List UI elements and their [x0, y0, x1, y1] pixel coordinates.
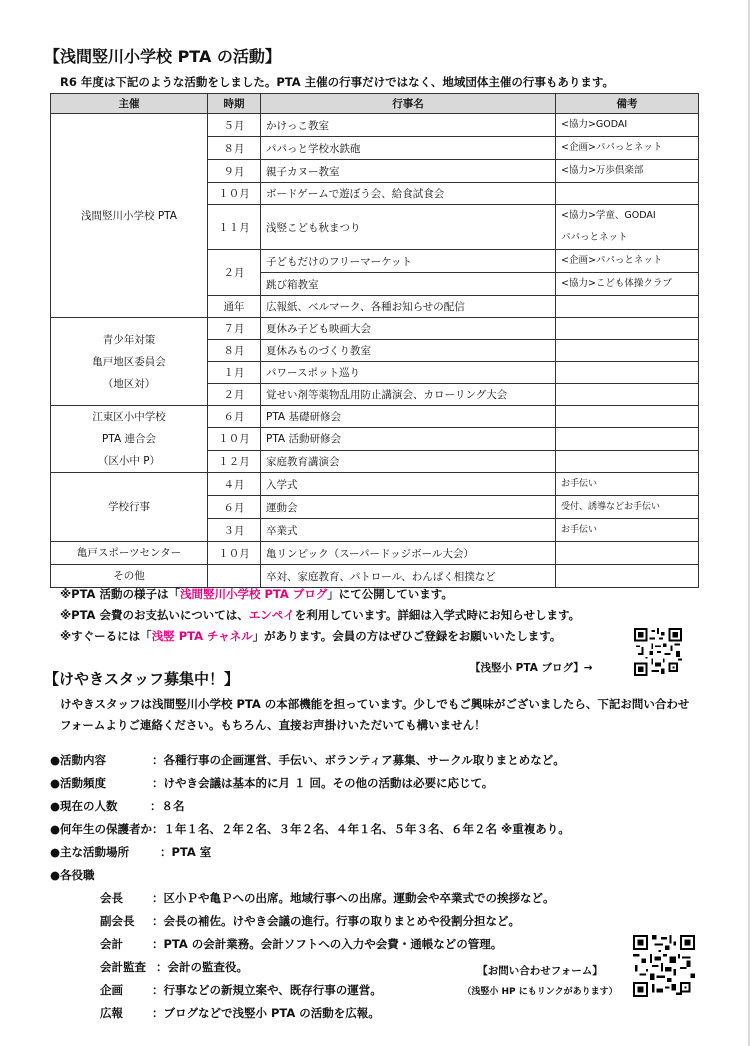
month-cell: ５月	[208, 114, 261, 137]
month-cell: ７月	[208, 318, 261, 340]
activities-intro: R6 年度は下記のような活動をしました。PTA 主催の行事だけではなく、地域団体主催の行事もあります。	[60, 75, 614, 89]
info-value: ：８名	[150, 799, 185, 813]
table-row	[51, 318, 699, 340]
note-channel	[60, 626, 580, 647]
note-payment	[60, 605, 580, 626]
role-name: 会計	[100, 937, 123, 951]
role-desc: ：会長の補佐。けやき会議の進行。行事の取りまとめや役割分担など。	[152, 914, 520, 928]
note-cell	[556, 318, 699, 340]
event-cell: 亀リンピック（スーパードッジボール大会）	[261, 542, 556, 565]
month-cell: １１月	[208, 205, 261, 250]
note-cell	[556, 406, 699, 428]
info-value: ：各種行事の企画運営、手伝い、ボランティア募集、サークル取りまとめなど。	[152, 753, 565, 767]
role-desc: ：PTA の会計業務。会計ソフトへの入力や会費・通帳などの管理。	[152, 937, 503, 951]
note-cell	[556, 183, 699, 205]
contact-form-subtitle: （浅竪小 HP にもリンクがあります）	[462, 987, 618, 997]
note-cell: <企画>パパっとネット	[556, 137, 699, 160]
info-label: ●主な活動場所	[50, 845, 130, 859]
header-organizer: 主催	[51, 94, 208, 114]
note-text: ※すぐーるには「	[60, 629, 152, 643]
table-row	[51, 114, 699, 137]
month-cell: ８月	[208, 340, 261, 362]
note-text: 」にて公開しています。	[327, 587, 453, 601]
note-cell: 受付、誘導などお手伝い	[556, 496, 699, 519]
month-cell: １０月	[208, 428, 261, 450]
month-cell: ４月	[208, 473, 261, 496]
info-label: ●何年生の保護者か：１年１名、２年２名、３年２名、４年１名、５年３名、６年２名 ※重複あり。	[50, 822, 570, 836]
contact-form-title: 【お問い合わせフォーム】	[477, 965, 603, 977]
contact-form-label	[455, 963, 625, 997]
note-cell: お手伝い	[556, 473, 699, 496]
event-cell: かけっこ教室	[261, 114, 556, 137]
month-cell: １月	[208, 362, 261, 384]
note-text: を利用しています。詳細は入学式時にお知らせします。	[294, 608, 581, 622]
info-value: ：けやき会議は基本的に月 １ 回。その他の活動は必要に応じて。	[152, 776, 494, 790]
event-cell: ボードゲームで遊ぼう会、給食試食会	[261, 183, 556, 205]
month-cell: １０月	[208, 183, 261, 205]
role-name: 会計監査	[100, 960, 146, 974]
note-blog	[60, 584, 580, 605]
note-cell: お手伝い	[556, 519, 699, 542]
header-period: 時期	[208, 94, 261, 114]
note-cell	[556, 384, 699, 406]
note-cell: <協力>GODAI	[556, 114, 699, 137]
note-cell: <協力>学童、GODAI パパっとネット	[556, 205, 699, 250]
note-cell: <企画>パパっとネット	[556, 250, 699, 273]
event-cell: 夏休み子ども映画大会	[261, 318, 556, 340]
role-desc: ：ブログなどで浅竪小 PTA の活動を広報。	[152, 1006, 380, 1020]
note-text: 」があります。会員の方はぜひご登録をお願いいたします。	[252, 629, 562, 643]
role-desc: ：区小Ｐや亀Ｐへの出席。地域行事への出席。運動会や卒業式での挨拶など。	[152, 891, 555, 905]
blog-qr-label: 【浅竪小 PTA ブログ】→	[470, 662, 593, 674]
organizer-sports-center: 亀戸スポーツセンター	[51, 542, 208, 565]
event-cell: PTA 活動研修会	[261, 428, 556, 450]
event-cell: 子どもだけのフリーマーケット	[261, 250, 556, 273]
note-text: ※PTA 活動の様子は「	[60, 587, 180, 601]
event-cell: 浅竪こども秋まつり	[261, 205, 556, 250]
info-label: ●各役職	[50, 868, 95, 882]
note-cell	[556, 296, 699, 318]
role-desc: ：会計の監査役。	[156, 960, 248, 974]
contact-form-qr-code[interactable]	[633, 935, 695, 997]
month-cell: ９月	[208, 160, 261, 183]
event-cell: 覚せい剤等薬物乱用防止講演会、カローリング大会	[261, 384, 556, 406]
info-label: ●活動内容	[50, 753, 107, 767]
table-header-row	[51, 94, 699, 114]
blog-qr-code[interactable]	[634, 628, 682, 676]
organizer-other: その他	[51, 565, 208, 588]
month-cell: １２月	[208, 450, 261, 472]
header-event: 行事名	[261, 94, 556, 114]
event-cell: パワースポット巡り	[261, 362, 556, 384]
pta-blog-link[interactable]: 浅間竪川小学校 PTA ブログ	[179, 587, 328, 601]
event-cell: 広報紙、ベルマーク、各種お知らせの配信	[261, 296, 556, 318]
pta-channel-link[interactable]: 浅竪 PTA チャネル	[151, 629, 253, 643]
role-name: 企画	[100, 983, 123, 997]
month-cell: 通年	[208, 296, 261, 318]
role-name: 広報	[100, 1006, 123, 1020]
note-cell: <協力>こども体操クラブ	[556, 273, 699, 296]
notes-block	[60, 584, 580, 647]
note-cell	[556, 362, 699, 384]
event-cell: 親子カヌー教室	[261, 160, 556, 183]
month-cell: ２月	[208, 250, 261, 296]
event-cell: 卒対、家庭教育、パトロール、わんぱく相撲など	[261, 565, 556, 588]
note-cell	[556, 542, 699, 565]
organizer-pta: 浅間竪川小学校 PTA	[51, 114, 208, 318]
table-row	[51, 473, 699, 496]
info-value: ：PTA 室	[160, 845, 212, 859]
header-remarks: 備考	[556, 94, 699, 114]
events-table	[50, 93, 699, 588]
event-cell: 運動会	[261, 496, 556, 519]
table-row	[51, 542, 699, 565]
info-label: ●現在の人数	[50, 799, 118, 813]
month-cell: ６月	[208, 496, 261, 519]
section-title-staff: 【けやきスタッフ募集中！】	[44, 670, 240, 688]
note-cell	[556, 450, 699, 472]
event-cell: 夏休みものづくり教室	[261, 340, 556, 362]
staff-intro: けやきスタッフは浅間竪川小学校 PTA の本部機能を担っています。少しでもご興味がございましたら、下記お問い合わせフォームよりご連絡ください。もちろん、直接お声掛けいただいても構いません！	[60, 697, 690, 732]
month-cell: ３月	[208, 519, 261, 542]
note-text: ※PTA 会費のお支払いについては、	[60, 608, 249, 622]
note-cell	[556, 428, 699, 450]
month-cell: ２月	[208, 384, 261, 406]
organizer-district-committee: 青少年対策 亀戸地区委員会 （地区対）	[51, 318, 208, 406]
role-name: 副会長	[100, 914, 135, 928]
month-cell: ６月	[208, 406, 261, 428]
event-cell: パパっと学校水鉄砲	[261, 137, 556, 160]
section-title-activities: 【浅間竪川小学校 PTA の活動】	[44, 47, 281, 66]
note-cell: <協力>万歩倶楽部	[556, 160, 699, 183]
event-cell: 入学式	[261, 473, 556, 496]
event-cell: PTA 基礎研修会	[261, 406, 556, 428]
month-cell: ８月	[208, 137, 261, 160]
event-cell: 家庭教育講演会	[261, 450, 556, 472]
organizer-school: 学校行事	[51, 473, 208, 542]
organizer-pta-association: 江東区小中学校 PTA 連合会 （区小中 P）	[51, 406, 208, 473]
table-row	[51, 406, 699, 428]
role-name: 会長	[100, 891, 123, 905]
note-cell	[556, 340, 699, 362]
info-label: ●活動頻度	[50, 776, 107, 790]
month-cell: １０月	[208, 542, 261, 565]
event-cell: 跳び箱教室	[261, 273, 556, 296]
event-cell: 卒業式	[261, 519, 556, 542]
role-desc: ：行事などの新規立案や、既存行事の運営。	[152, 983, 382, 997]
enpay-link[interactable]: エンペイ	[248, 608, 295, 622]
